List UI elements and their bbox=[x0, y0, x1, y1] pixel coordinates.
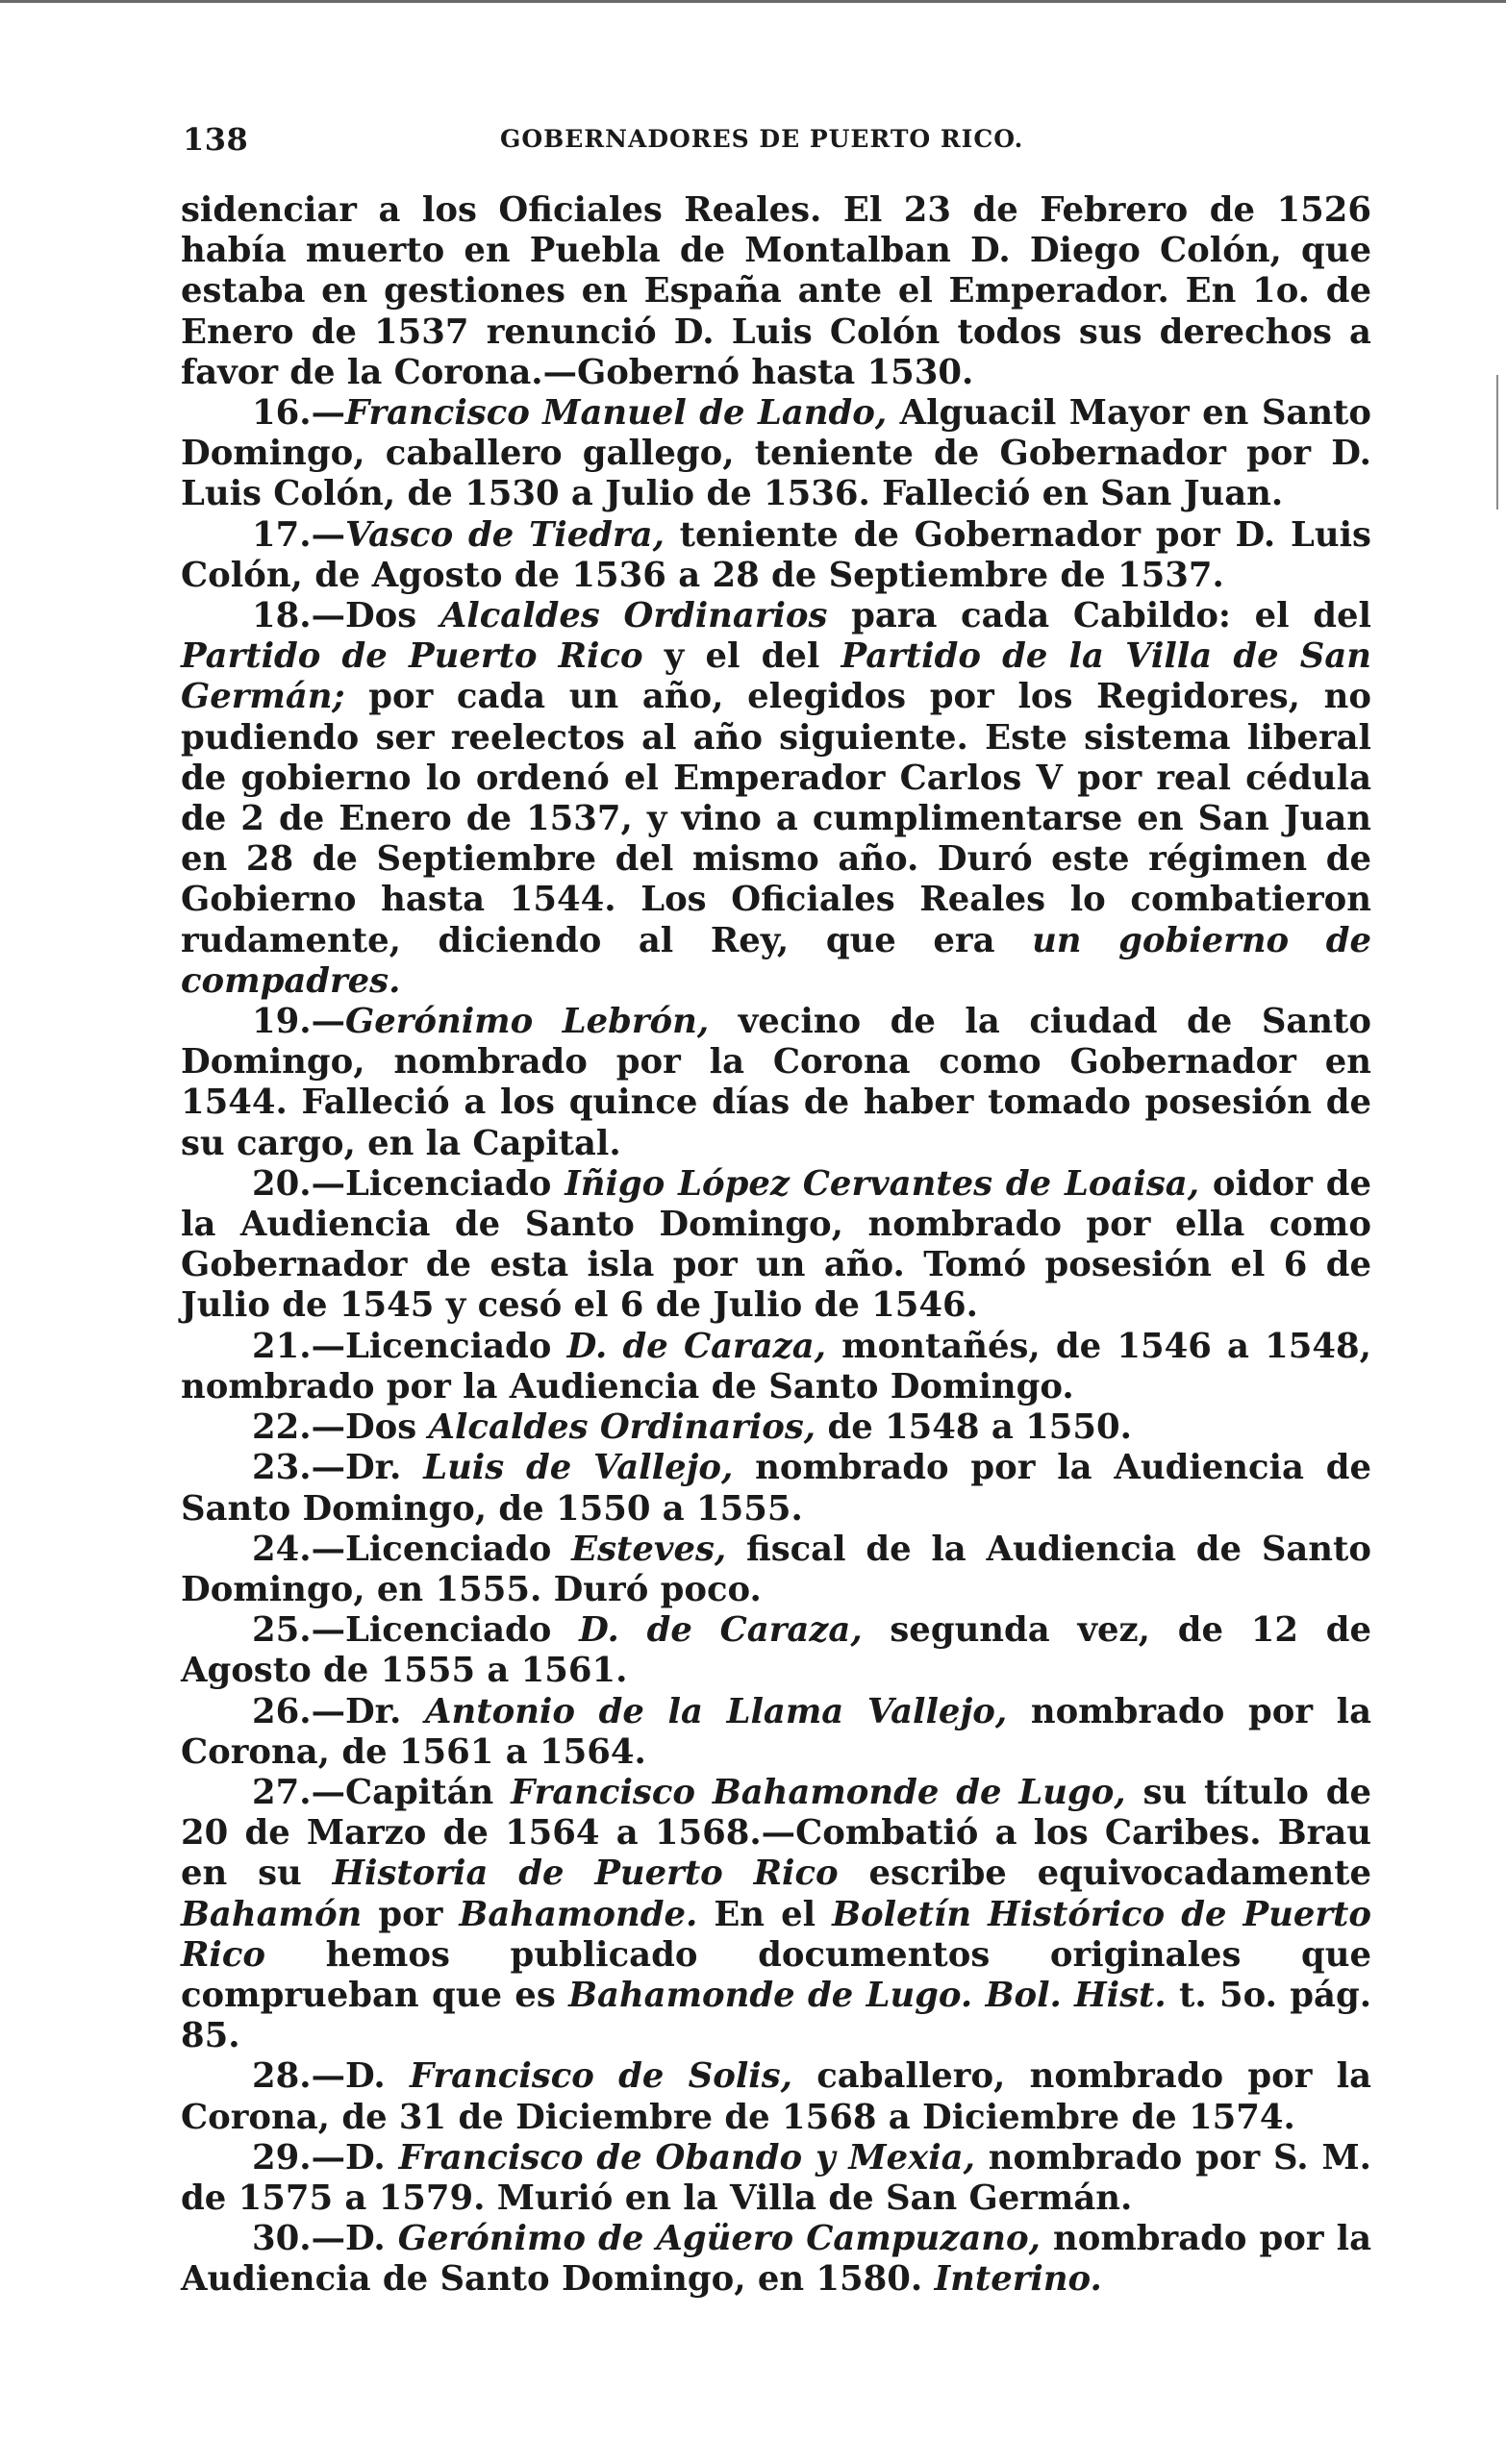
paragraph bbox=[181, 1327, 1371, 1407]
text-run: segunda vez, de 12 de Agosto de 1555 a 1561. bbox=[181, 1610, 1371, 1691]
text-run: de 1548 a 1550. bbox=[816, 1407, 1132, 1448]
text-run: nombrado por la Corona, de 1561 a 1564. bbox=[181, 1691, 1372, 1772]
text-run: 30.—D. bbox=[252, 2219, 398, 2259]
text-run: oidor de la Audiencia de Santo Domingo, nombrado por ella como Gobernador de esta isla por un año. Tomó posesión el 6 de Julio de 1545 y cesó el 6 de Julio de 1546. bbox=[181, 1163, 1371, 1326]
text-run: vecino de la ciudad de Santo Domingo, nombrado por la Corona como Gobernador en 1544. Falleció a los quince días de haber tomado posesión de su cargo, en la Capital. bbox=[181, 1002, 1371, 1163]
text-run: escribe equivocadamente bbox=[838, 1854, 1371, 1894]
paragraph bbox=[181, 2219, 1371, 2300]
text-run: 27.—Capitán bbox=[252, 1772, 512, 1812]
italic-text-run: Gerónimo de Agüero Campuzano, bbox=[397, 2219, 1041, 2259]
paragraph bbox=[181, 1610, 1371, 1691]
paragraph bbox=[181, 1002, 1371, 1164]
text-run: su título de 20 de Marzo de 1564 a 1568.—Combatió a los Caribes. Brau en su bbox=[181, 1772, 1371, 1894]
text-run: 25.—Licenciado bbox=[252, 1610, 580, 1651]
italic-text-run: Antonio de la Llama Vallejo, bbox=[425, 1691, 1008, 1731]
italic-text-run: Partido de Puerto Rico bbox=[181, 636, 643, 677]
text-run: 16.— bbox=[252, 393, 345, 434]
text-run: nombrado por S. M. de 1575 a 1579. Murió en la Villa de San Germán. bbox=[181, 2137, 1371, 2218]
italic-text-run: Gerónimo Lebrón, bbox=[344, 1002, 710, 1042]
text-run: 17.— bbox=[252, 514, 345, 555]
margin-mark bbox=[1496, 375, 1498, 510]
text-run: 23.—Dr. bbox=[252, 1448, 424, 1488]
text-run: y el del bbox=[642, 636, 841, 677]
italic-text-run: Francisco Manuel de Lando, bbox=[344, 393, 888, 434]
italic-text-run: Interino. bbox=[934, 2259, 1102, 2300]
text-run: nombrado por la Audiencia de Santo Domingo, en 1580. bbox=[181, 2219, 1372, 2300]
text-run: Alguacil Mayor en Santo Domingo, caballero gallego, teniente de Gobernador por D. Luis Colón, de 1530 a Julio de 1536. Falleció en San Juan. bbox=[181, 393, 1372, 514]
paragraph bbox=[181, 1692, 1371, 1773]
italic-text-run: Esteves, bbox=[571, 1529, 727, 1569]
text-run: nombrado por la Audiencia de Santo Domingo, de 1550 a 1555. bbox=[181, 1448, 1371, 1529]
italic-text-run: Vasco de Tiedra, bbox=[344, 514, 665, 555]
text-run: 26.—Dr. bbox=[252, 1691, 426, 1731]
italic-text-run: D. de Caraza, bbox=[566, 1326, 826, 1366]
italic-text-run: D. de Caraza, bbox=[579, 1610, 863, 1651]
italic-text-run: Francisco de Solis, bbox=[409, 2056, 792, 2097]
text-run: 20.—Licenciado bbox=[252, 1163, 565, 1204]
italic-text-run: Alcaldes Ordinarios bbox=[439, 596, 828, 636]
text-run: teniente de Gobernador por D. Luis Colón, de Agosto de 1536 a 28 de Septiembre de 1537. bbox=[181, 514, 1371, 595]
text-run: 22.—Dos bbox=[252, 1407, 429, 1448]
top-border-rule bbox=[0, 0, 1506, 3]
italic-text-run: Bahamón bbox=[181, 1894, 363, 1934]
italic-text-run: Francisco de Obando y Mexia, bbox=[398, 2137, 975, 2178]
italic-text-run: Partido de la Villa de San Germán; bbox=[181, 636, 1371, 717]
italic-text-run: Historia de Puerto Rico bbox=[332, 1854, 839, 1894]
page-body bbox=[181, 190, 1371, 2301]
text-run: 28.—D. bbox=[252, 2056, 410, 2097]
paragraph bbox=[181, 1164, 1371, 1327]
text-run: por cada un año, elegidos por los Regidores, no pudiendo ser reelectos al año siguiente. Este sistema liberal de gobierno lo ordenó el Emperador Carlos V por real cédula de 2 de Enero de 1537, y vino a cumplimentarse en San Juan en 28 de Septiembre del mismo año. Duró este régimen de Gobierno hasta 1544. Los Oficiales Reales lo combatieron rudamente, diciendo al Rey, que era bbox=[181, 677, 1371, 960]
text-run: por bbox=[362, 1894, 460, 1934]
paragraph bbox=[181, 393, 1371, 515]
text-run: hemos publicado documentos originales que comprueban que es bbox=[181, 1934, 1371, 2015]
paragraph bbox=[181, 2056, 1371, 2137]
paragraph bbox=[181, 1407, 1371, 1448]
italic-text-run: Bahamonde de Lugo. Bol. Hist. bbox=[568, 1975, 1167, 2015]
text-run: 24.—Licenciado bbox=[252, 1529, 572, 1569]
paragraph bbox=[181, 1448, 1371, 1529]
page-header bbox=[183, 121, 1366, 160]
paragraph bbox=[181, 1773, 1371, 2056]
italic-text-run: un gobierno de compadres. bbox=[181, 920, 1371, 1001]
text-run: En el bbox=[697, 1894, 833, 1934]
text-run: sidenciar a los Oficiales Reales. El 23 de Febrero de 1526 había muerto en Puebla de Montalban D. Diego Colón, que estaba en gestiones en España ante el Emperador. En 1o. de Enero de 1537 renunció D. Luis Colón todos sus derechos a favor de la Corona.—Gobernó hasta 1530. bbox=[181, 190, 1371, 392]
text-run: 21.—Licenciado bbox=[252, 1326, 567, 1366]
italic-text-run: Bahamonde. bbox=[459, 1894, 698, 1934]
italic-text-run: Boletín Histórico de Puerto Rico bbox=[181, 1894, 1371, 1975]
paragraph bbox=[181, 190, 1371, 393]
text-run: fiscal de la Audiencia de Santo Domingo, en 1555. Duró poco. bbox=[181, 1529, 1371, 1609]
italic-text-run: Luis de Vallejo, bbox=[423, 1448, 734, 1488]
text-run: caballero, nombrado por la Corona, de 31 de Diciembre de 1568 a Diciembre de 1574. bbox=[181, 2056, 1371, 2137]
paragraph bbox=[181, 515, 1371, 596]
paragraph bbox=[181, 2138, 1371, 2219]
paragraph bbox=[181, 596, 1371, 1002]
italic-text-run: Iñigo López Cervantes de Loaisa, bbox=[565, 1163, 1200, 1204]
italic-text-run: Francisco Bahamonde de Lugo, bbox=[511, 1772, 1126, 1812]
text-run: 29.—D. bbox=[252, 2137, 399, 2178]
text-run: montañés, de 1546 a 1548, nombrado por la Audiencia de Santo Domingo. bbox=[181, 1326, 1371, 1406]
text-run: 18.—Dos bbox=[252, 596, 440, 636]
page-number: 138 bbox=[183, 121, 249, 158]
text-run: 19.— bbox=[252, 1002, 345, 1042]
text-run: t. 5o. pág. 85. bbox=[181, 1975, 1372, 2056]
running-title: GOBERNADORES DE PUERTO RICO. bbox=[500, 125, 1024, 153]
text-run: para cada Cabildo: el del bbox=[827, 596, 1371, 636]
paragraph bbox=[181, 1530, 1371, 1610]
italic-text-run: Alcaldes Ordinarios, bbox=[428, 1407, 816, 1448]
